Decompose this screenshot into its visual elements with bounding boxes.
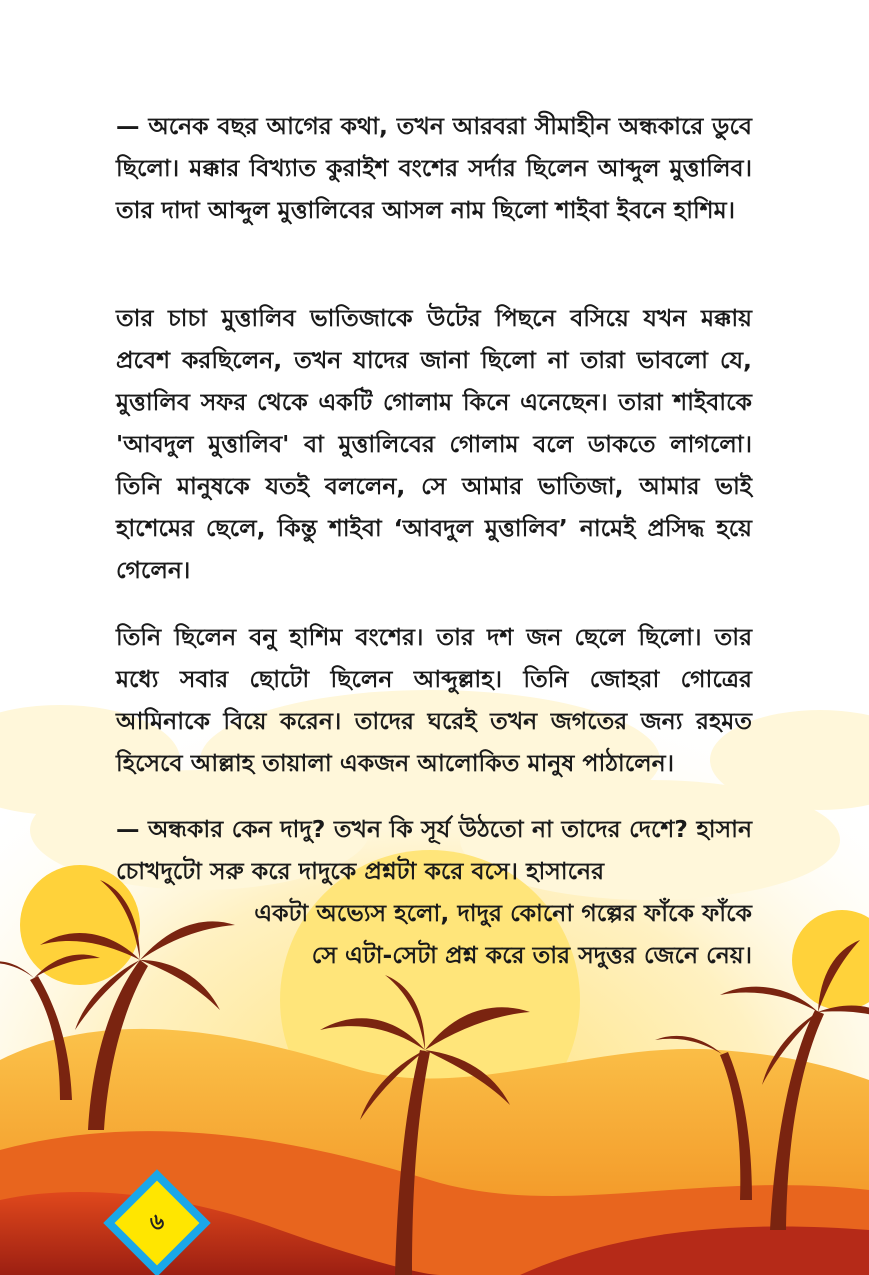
page-number: ৬ [149, 1209, 165, 1235]
paragraph-name-origin: তার চাচা মুত্তালিব ভাতিজাকে উটের পিছনে বসিয়ে যখন মক্কায় প্রবেশ করছিলেন, তখন যাদের জানা ছিলো না তারা ভাবলো যে, মুত্তালিব সফর থেকে একটি গোলাম কিনে এনেছেন। তারা শাইবাকে 'আবদুল মুত্তালিব' বা মুত্তালিবের গোলাম বলে ডাকতে লাগলো। তিনি মানুষকে যতই বললেন, সে আমার ভাতিজা, আমার ভাই হাশেমের ছেলে, কিন্তু শাইবা ‘আবদুল মুত্তালিব’ নামেই প্রসিদ্ধ হয়ে গেলেন। [116, 304, 752, 584]
paragraph-intro: — অনেক বছর আগের কথা, তখন আরবরা সীমাহীন অন্ধকারে ডুবে ছিলো। মক্কার বিখ্যাত কুরাইশ বংশের সর্দার ছিলেন আব্দুল মুত্তালিব। তার দাদা আব্দুল মুত্তালিবের আসল নাম ছিলো শাইবা ইবনে হাশিম। [116, 112, 752, 224]
paragraph-habit-line2: সে এটা-সেটা প্রশ্ন করে তার সদুত্তর জেনে নেয়। [311, 941, 752, 969]
paragraph-question: — অন্ধকার কেন দাদু? তখন কি সূর্য উঠতো না তাদের দেশে? হাসান চোখদুটো সরু করে দাদুকে প্রশ্নটা করে বসে। হাসানের [116, 815, 752, 885]
paragraph-habit-line1: একটা অভ্যেস হলো, দাদুর কোনো গল্পের ফাঁকে ফাঁকে [254, 899, 752, 927]
paragraph-family: তিনি ছিলেন বনু হাশিম বংশের। তার দশ জন ছেলে ছিলো। তার মধ্যে সবার ছোটো ছিলেন আব্দুল্লাহ। তিনি জোহরা গোত্রের আমিনাকে বিয়ে করেন। তাদের ঘরেই তখন জগতের জন্য রহমত হিসেবে আল্লাহ তায়ালা একজন আলোকিত মানুষ পাঠালেন। [116, 623, 752, 777]
